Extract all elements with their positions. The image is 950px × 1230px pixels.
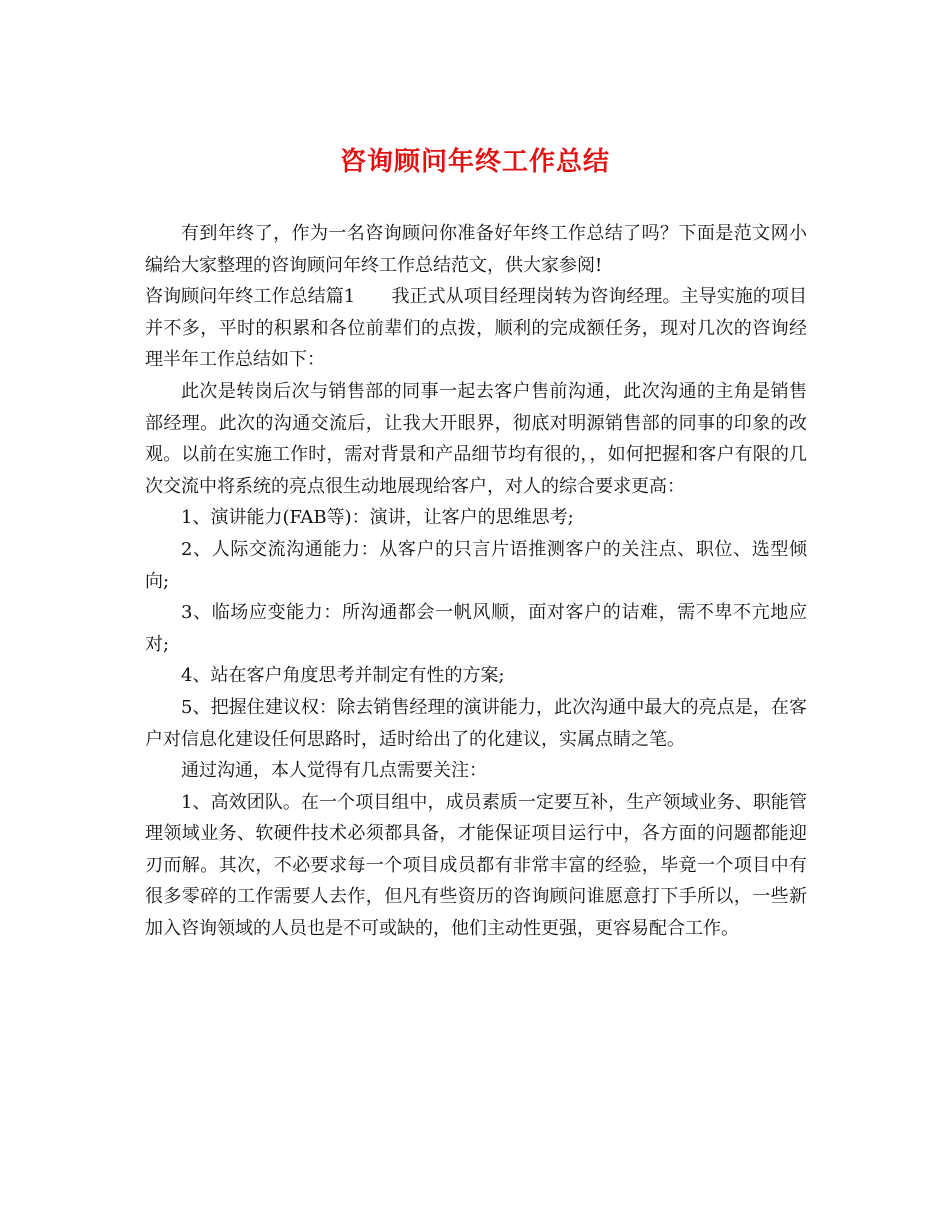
list-item-advice: 5、把握住建议权：除去销售经理的演讲能力，此次沟通中最大的亮点是，在客户对信息化建设任何思路时，适时给出了的化建议，实属点睛之笔。 [145,696,807,750]
list-item-adaptability: 3、临场应变能力：所沟通都会一帆风顺，面对客户的诘难，需不卑不亢地应对; [145,602,807,655]
paragraph-sales-communication: 此次是转岗后次与销售部的同事一起去客户售前沟通，此次沟通的主角是销售部经理。此次的沟通交流后，让我大开眼界，彻底对明源销售部的同事的印象的改观。以前在实施工作时，需对背景和产品细节均有很的，，如何把握和客户有限的几次交流中将系统的亮点很生动地展现给客户，对人的综合要求更高： [145,380,807,497]
list-item-interpersonal: 2、人际交流沟通能力：从客户的只言片语推测客户的关注点、职位、选型倾向; [145,538,807,592]
paragraph-chapter-1-opening: 咨询顾问年终工作总结篇1 我正式从项目经理岗转为咨询经理。主导实施的项目并不多，平时的积累和各位前辈们的点拨，顺利的完成额任务，现对几次的咨询经理半年工作总结如下： [145,286,807,371]
list-item-customer-perspective: 4、站在客户角度思考并制定有性的方案; [181,665,505,687]
document-body [145,218,807,945]
list-item-efficient-team: 1、高效团队。在一个项目组中，成员素质一定要互补，生产领域业务、职能管理领域业务、软硬件技术必须都具备，才能保证项目运行中，各方面的问题都能迎刃而解。其次，不必要求每一个项目成员都有非常丰富的经验，毕竟一个项目中有很多零碎的工作需要人去作，但凡有些资历的咨询顾问谁愿意打下手所以，一些新加入咨询领域的人员也是不可或缺的，他们主动性更强，更容易配合工作。 [145,791,807,940]
document-title: 咨询顾问年终工作总结 [339,147,610,177]
paragraph-key-points: 通过沟通，本人觉得有几点需要关注： [181,760,487,782]
paragraph-intro: 有到年终了，作为一名咨询顾问你准备好年终工作总结了吗？下面是范文网小编给大家整理的咨询顾问年终工作总结范文，供大家参阅! [145,223,807,276]
list-item-presentation: 1、演讲能力(FAB等)：演讲，让客户的思维思考; [181,507,574,529]
